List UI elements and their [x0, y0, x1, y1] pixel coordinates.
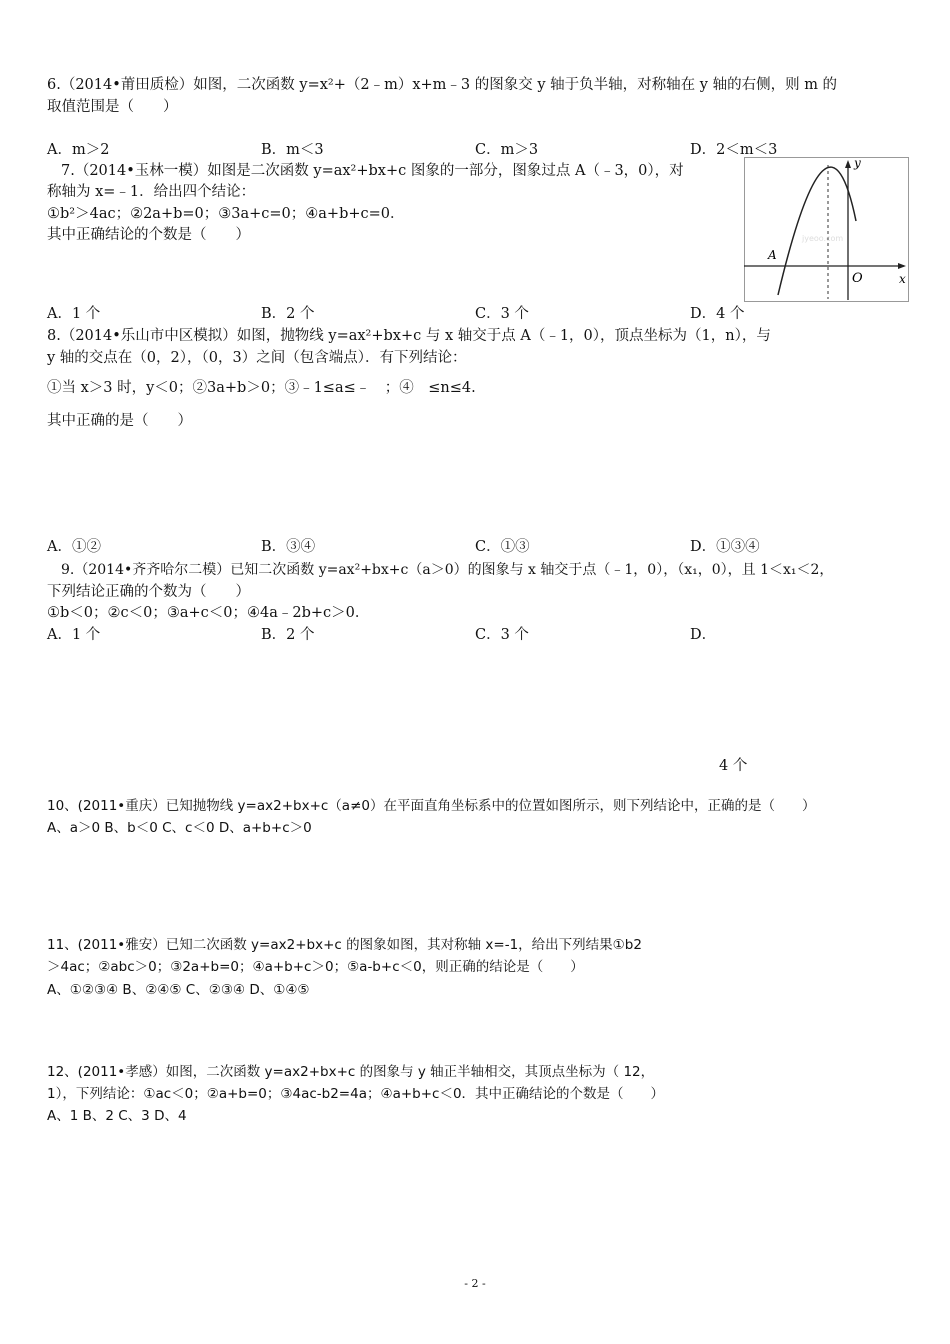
q9-option-d: D．: [690, 627, 717, 643]
q6-stem-line1: 6.（2014•莆田质检）如图，二次函数 y=x²+（2﹣m）x+m﹣3 的图象交 y 轴于负半轴，对称轴在 y 轴的右侧，则 m 的: [47, 77, 838, 93]
q8-stem-line1: 8.（2014•乐山市中区模拟）如图，抛物线 y=ax²+bx+c 与 x 轴交于点 A（﹣1，0），顶点坐标为（1，n），与: [47, 328, 771, 344]
q11-stem-line2: ＞4ac；②abc＞0；③2a+b=0；④a+b+c＞0；⑤a-b+c＜0，则正确的结论是（ ）: [47, 959, 584, 975]
q7-parabola-figure: [744, 157, 909, 302]
y-axis-label: y: [854, 157, 861, 170]
q9-option-b: B．2 个: [261, 627, 315, 643]
q9-option-a: A．1 个: [47, 627, 101, 643]
q9-stem-line1: 9.（2014•齐齐哈尔二模）已知二次函数 y=ax²+bx+c（a＞0）的图象与 x 轴交于点（﹣1，0），（x₁，0），且 1＜x₁＜2，: [61, 562, 834, 578]
q7-option-d: D．4 个: [690, 306, 745, 322]
q6-option-d: D．2＜m＜3: [690, 142, 778, 158]
q7-stem-line4: 其中正确结论的个数是（ ）: [47, 227, 250, 243]
q12-stem-line1: 12、(2011•孝感）如图，二次函数 y=ax2+bx+c 的图象与 y 轴正半轴相交，其顶点坐标为（ 12，: [47, 1064, 655, 1080]
q9-option-d-value: 4 个: [719, 758, 748, 774]
q6-stem-line2: 取值范围是（ ）: [47, 99, 178, 115]
q8-option-b: B．③④: [261, 539, 316, 555]
q11-options: A、①②③④ B、②④⑤ C、②③④ D、①④⑤: [47, 982, 310, 998]
q8-stem-line4: 其中正确的是（ ）: [47, 413, 192, 429]
q9-stem-line2: 下列结论正确的个数为（ ）: [47, 584, 250, 600]
q7-option-b: B．2 个: [261, 306, 315, 322]
q8-stem-line2: y 轴的交点在（0，2），（0，3）之间（包含端点）．有下列结论：: [47, 350, 467, 366]
q12-stem-line2: 1），下列结论：①ac＜0；②a+b=0；③4ac-b2=4a；④a+b+c＜0．其中正确结论的个数是（ ）: [47, 1086, 665, 1102]
q9-option-c: C．3 个: [475, 627, 529, 643]
q10-options: A、a＞0 B、b＜0 C、c＜0 D、a+b+c＞0: [47, 820, 312, 836]
q7-option-a: A．1 个: [47, 306, 101, 322]
q7-stem-line3: ①b²＞4ac；②2a+b=0；③3a+c=0；④a+b+c=0．: [47, 206, 405, 222]
q6-option-c: C．m＞3: [475, 142, 539, 158]
q8-stem-line3: ①当 x＞3 时，y＜0；②3a+b＞0；③﹣1≤a≤﹣ ；④ ≤n≤4.: [47, 380, 476, 396]
q11-stem-line1: 11、(2011•雅安）已知二次函数 y=ax2+bx+c 的图象如图，其对称轴 x=-1，给出下列结果①b2: [47, 937, 642, 953]
x-axis-label: x: [899, 272, 906, 286]
q10-stem-line1: 10、(2011•重庆）已知抛物线 y=ax2+bx+c（a≠0）在平面直角坐标系中的位置如图所示，则下列结论中，正确的是（ ）: [47, 798, 816, 814]
origin-label: O: [852, 271, 863, 286]
q9-stem-line3: ①b＜0；②c＜0；③a+c＜0；④4a﹣2b+c＞0．: [47, 605, 370, 621]
q7-stem-line1: 7.（2014•玉林一模）如图是二次函数 y=ax²+bx+c 图象的一部分，图象过点 A（﹣3，0），对: [61, 163, 684, 179]
q8-option-a: A．①②: [47, 539, 101, 555]
q6-option-b: B．m＜3: [261, 142, 324, 158]
q6-option-a: A．m＞2: [47, 142, 110, 158]
q12-options: A、1 B、2 C、3 D、4: [47, 1108, 187, 1124]
figure-frame: [745, 158, 909, 302]
point-a-label: A: [768, 248, 777, 262]
page-number: - 2 -: [464, 1277, 486, 1290]
watermark: jyeoo.com: [802, 234, 844, 243]
q7-stem-line2: 称轴为 x=﹣1．给出四个结论：: [47, 184, 256, 200]
q8-option-c: C．①③: [475, 539, 530, 555]
q7-option-c: C．3 个: [475, 306, 529, 322]
q8-option-d: D．①③④: [690, 539, 760, 555]
